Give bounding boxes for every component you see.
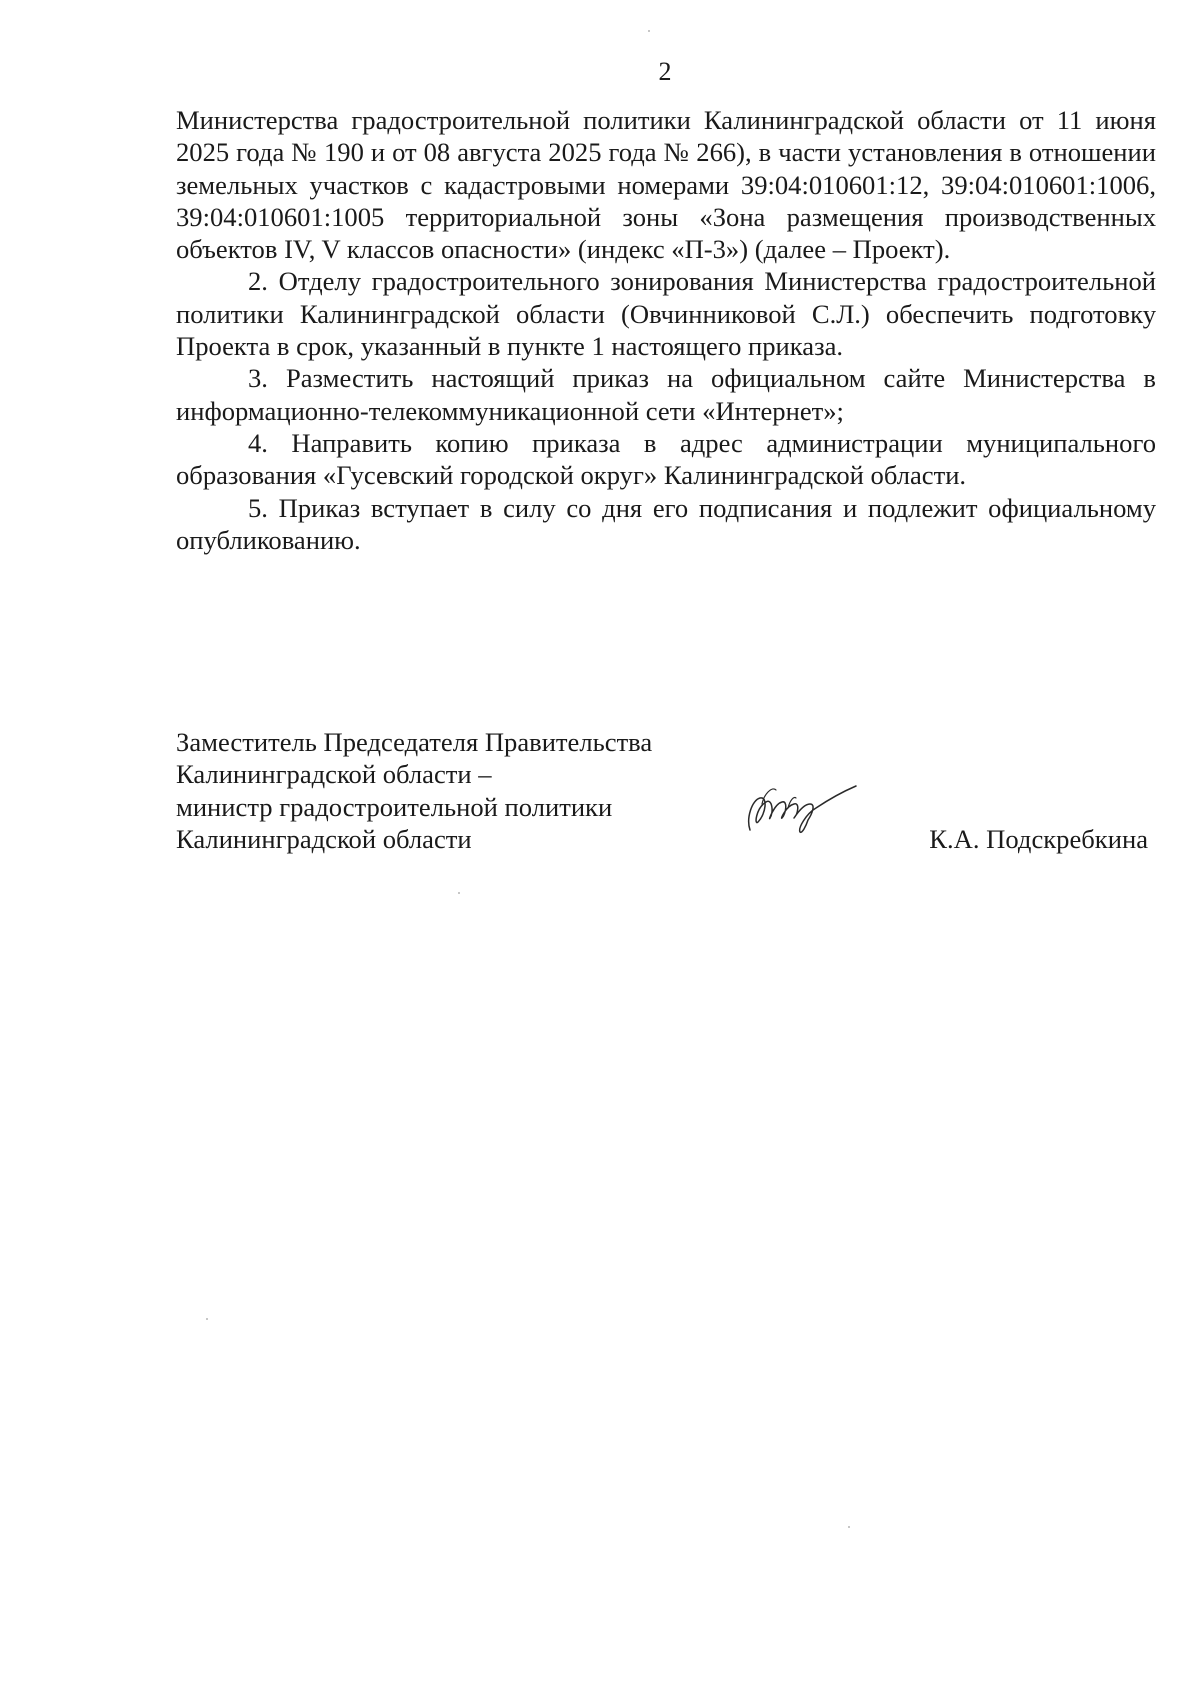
paragraph-continuation: Министерства градостроительной политики Калининградской области от 11 июня 2025 года № 190 и от 08 августа 2025 года № 266), в части установления в отношении земельных участков с кадастровыми номерами 39:04:010601:12, 39:04:010601:1006, 39:04:010601:1005 территориальной зоны «Зона размещения производственных объектов IV, V классов опасности» (индекс «П-3») (далее – Проект). [176, 105, 1156, 265]
paragraph-item-4: 4. Направить копию приказа в адрес администрации муниципального образования «Гусевский городской округ» Калининградской области. [176, 427, 1156, 491]
signatory-position-line: министр градостроительной политики [176, 791, 613, 822]
signatory-name: К.А. Подскребкина [929, 824, 1148, 854]
paragraph-item-3: 3. Разместить настоящий приказ на официальном сайте Министерства в информационно-телекоммуникационной сети «Интернет»; [176, 363, 1156, 426]
signatory-position-line: Заместитель Председателя Правительства [176, 727, 653, 757]
signatory-position-line: Калининградской области – [176, 759, 492, 790]
paragraph-item-5: 5. Приказ вступает в силу со дня его подписания и подлежит официальному опубликованию. [176, 492, 1156, 555]
paragraph-item-2: 2. Отделу градостроительного зонирования Министерства градостроительной политики Калининградской области (Овчинниковой С.Л.) обеспечить подготовку Проекта в срок, указанный в пункте 1 настоящего приказа. [176, 266, 1156, 362]
scan-speck [206, 1318, 208, 1320]
signatory-position [176, 726, 652, 855]
document-body [176, 104, 1156, 556]
scan-speck [458, 892, 460, 894]
scan-speck [648, 30, 650, 32]
page-number: 2 [658, 57, 672, 86]
handwritten-signature [742, 778, 860, 836]
signatory-position-line: Калининградской области [176, 823, 472, 854]
scan-speck [848, 1526, 850, 1528]
